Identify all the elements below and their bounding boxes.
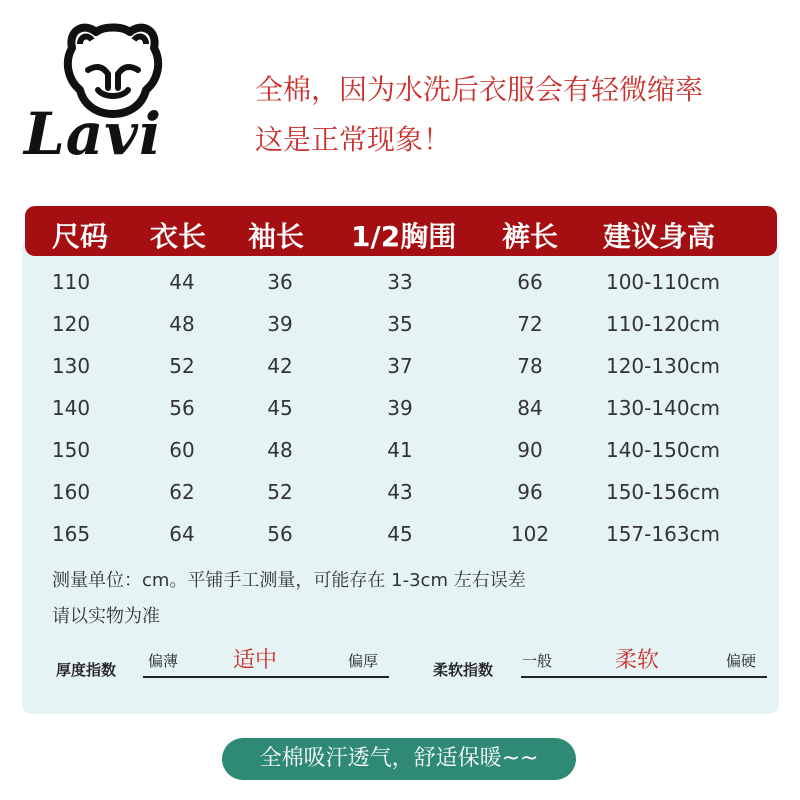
header-half-chest: 1/2胸围 xyxy=(351,220,457,253)
header-suggested-height: 建议身高 xyxy=(603,220,716,253)
cell-sleeve: 42 xyxy=(267,354,293,378)
cell-length: 60 xyxy=(169,438,195,462)
softness-right-label: 偏硬 xyxy=(726,652,757,670)
thickness-right-label: 偏厚 xyxy=(348,652,379,670)
cell-length: 56 xyxy=(169,396,195,420)
header-length: 衣长 xyxy=(150,220,207,253)
cell-suggested-height: 100-110cm xyxy=(605,270,721,294)
cell-pants-length: 96 xyxy=(517,480,543,504)
cell-pants-length: 78 xyxy=(517,354,543,378)
cell-pants-length: 72 xyxy=(517,312,543,336)
thickness-scale-line xyxy=(143,676,389,678)
cell-pants-length: 90 xyxy=(517,438,543,462)
table-row xyxy=(0,438,800,468)
cell-half-chest: 35 xyxy=(387,312,413,336)
fabric-tagline-badge: 全棉吸汗透气，舒适保暖~~ xyxy=(222,738,576,780)
cell-sleeve: 36 xyxy=(267,270,293,294)
cell-suggested-height: 150-156cm xyxy=(605,480,721,504)
softness-scale-line xyxy=(521,676,767,678)
cell-half-chest: 37 xyxy=(387,354,413,378)
cell-size: 140 xyxy=(51,396,91,420)
cell-half-chest: 41 xyxy=(387,438,413,462)
cell-pants-length: 84 xyxy=(517,396,543,420)
header-pants-length: 裤长 xyxy=(502,220,559,253)
thickness-selected: 适中 xyxy=(233,648,278,673)
cell-suggested-height: 110-120cm xyxy=(605,312,721,336)
cell-length: 48 xyxy=(169,312,195,336)
cell-size: 120 xyxy=(51,312,91,336)
table-row xyxy=(0,396,800,426)
cell-length: 62 xyxy=(169,480,195,504)
size-table-header xyxy=(25,206,777,256)
cell-size: 160 xyxy=(51,480,91,504)
cell-size: 150 xyxy=(51,438,91,462)
cell-suggested-height: 130-140cm xyxy=(605,396,721,420)
table-row xyxy=(0,270,800,300)
cell-pants-length: 102 xyxy=(510,522,550,546)
softness-selected: 柔软 xyxy=(615,648,660,673)
cell-length: 44 xyxy=(169,270,195,294)
cell-suggested-height: 157-163cm xyxy=(605,522,721,546)
cell-suggested-height: 120-130cm xyxy=(605,354,721,378)
thickness-left-label: 偏薄 xyxy=(148,652,179,670)
cell-size: 110 xyxy=(51,270,91,294)
cell-suggested-height: 140-150cm xyxy=(605,438,721,462)
cell-length: 64 xyxy=(169,522,195,546)
cell-sleeve: 56 xyxy=(267,522,293,546)
cell-sleeve: 52 xyxy=(267,480,293,504)
cell-sleeve: 39 xyxy=(267,312,293,336)
cell-half-chest: 43 xyxy=(387,480,413,504)
thickness-title: 厚度指数 xyxy=(56,661,117,679)
cell-size: 130 xyxy=(51,354,91,378)
actual-product-note: 请以实物为准 xyxy=(52,606,160,627)
softness-title: 柔软指数 xyxy=(433,661,494,679)
header-sleeve: 袖长 xyxy=(248,220,305,253)
header-size: 尺码 xyxy=(52,220,109,253)
cell-half-chest: 39 xyxy=(387,396,413,420)
table-row xyxy=(0,312,800,342)
table-row xyxy=(0,522,800,552)
shrink-notice-line1: 全棉，因为水洗后衣服会有轻微缩率 xyxy=(255,73,704,106)
brand-name: Lavi xyxy=(23,100,163,168)
measurement-note: 测量单位：cm。平铺手工测量，可能存在 1-3cm 左右误差 xyxy=(52,570,526,591)
cell-size: 165 xyxy=(51,522,91,546)
shrink-notice-line2: 这是正常现象！ xyxy=(255,123,452,156)
softness-left-label: 一般 xyxy=(522,652,553,670)
cell-half-chest: 33 xyxy=(387,270,413,294)
cell-half-chest: 45 xyxy=(387,522,413,546)
cell-sleeve: 45 xyxy=(267,396,293,420)
table-row xyxy=(0,480,800,510)
cell-sleeve: 48 xyxy=(267,438,293,462)
size-table-panel xyxy=(22,238,779,714)
cell-length: 52 xyxy=(169,354,195,378)
cell-pants-length: 66 xyxy=(517,270,543,294)
table-row xyxy=(0,354,800,384)
